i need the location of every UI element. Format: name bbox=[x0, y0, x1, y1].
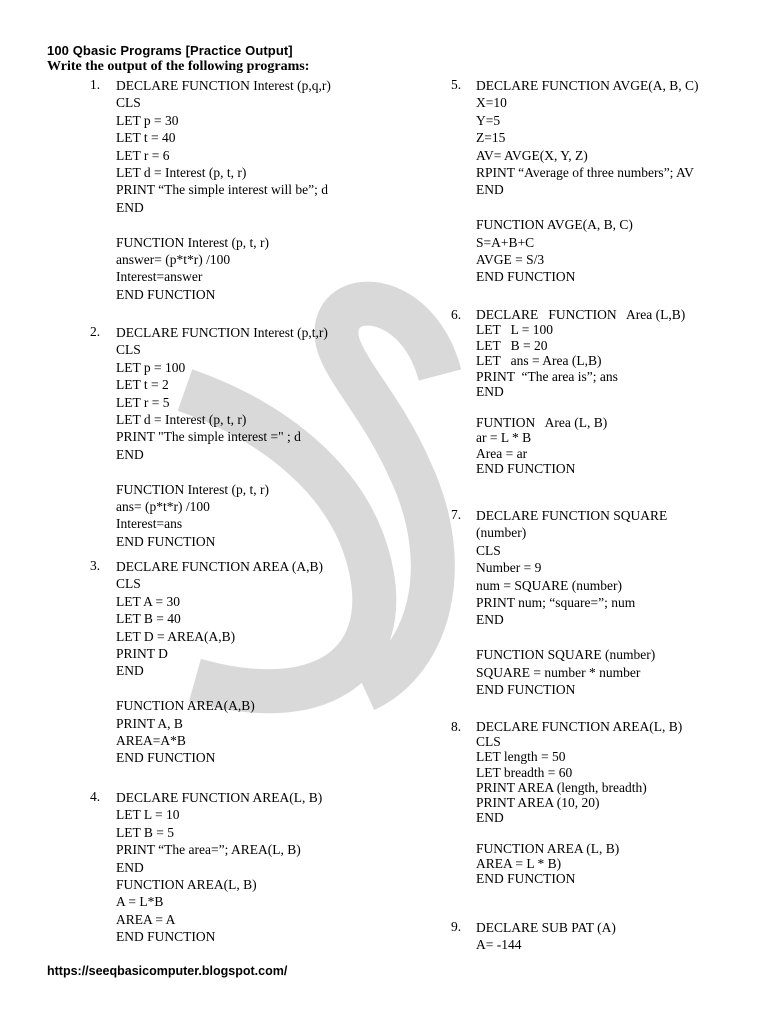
code-line: END bbox=[116, 199, 144, 215]
code-line: FUNCTION Interest (p, t, r) bbox=[116, 234, 269, 250]
code-line: LET A = 30 bbox=[116, 593, 180, 609]
code-line: END bbox=[116, 446, 144, 462]
document-title: 100 Qbasic Programs [Practice Output] bbox=[47, 43, 293, 58]
code-line: CLS bbox=[116, 95, 141, 111]
code-line: num = SQUARE (number) bbox=[476, 577, 622, 593]
code-block bbox=[116, 324, 328, 550]
code-line: LET t = 40 bbox=[116, 130, 176, 146]
code-line: LET B = 40 bbox=[116, 611, 181, 627]
program-number: 4. bbox=[90, 789, 101, 804]
code-line: DECLARE FUNCTION AREA(L, B) bbox=[116, 790, 323, 805]
footer-url: https://seeqbasicomputer.blogspot.com/ bbox=[47, 964, 288, 978]
code-line: ar = L * B bbox=[476, 430, 532, 446]
code-line: END FUNCTION bbox=[476, 460, 576, 476]
code-line: CLS bbox=[476, 542, 501, 558]
code-line: LET length = 50 bbox=[476, 749, 566, 765]
code-line: PRINT num; “square=”; num bbox=[476, 594, 636, 610]
code-line: LET D = AREA(A,B) bbox=[116, 628, 236, 644]
code-line: LET L = 10 bbox=[116, 807, 180, 823]
code-line: END FUNCTION bbox=[116, 750, 216, 766]
code-line: DECLARE FUNCTION Interest (p,q,r) bbox=[116, 78, 331, 93]
code-line: END FUNCTION bbox=[476, 870, 576, 886]
code-line: LET B = 20 bbox=[476, 337, 548, 353]
code-line: DECLARE FUNCTION AREA (A,B) bbox=[116, 559, 324, 574]
program-number: 6. bbox=[451, 307, 462, 322]
code-line: END bbox=[476, 810, 504, 826]
code-line: LET B = 5 bbox=[116, 824, 174, 840]
code-line bbox=[116, 680, 323, 697]
code-line: ans= (p*t*r) /100 bbox=[116, 498, 210, 514]
code-line: CLS bbox=[116, 342, 141, 358]
code-line: PRINT D bbox=[116, 645, 168, 661]
code-line: FUNTION Area (L, B) bbox=[476, 414, 608, 430]
code-line: A= -144 bbox=[476, 937, 522, 953]
code-line: FUNCTION AREA (L, B) bbox=[476, 840, 620, 856]
code-line: answer= (p*t*r) /100 bbox=[116, 251, 231, 267]
code-line: LET t = 2 bbox=[116, 377, 169, 393]
code-line: Area = ar bbox=[476, 445, 528, 461]
code-line: PRINT AREA (length, breadth) bbox=[476, 779, 647, 795]
code-line: AREA = L * B) bbox=[476, 855, 562, 871]
code-line: PRINT “The simple interest will be”; d bbox=[116, 182, 328, 198]
code-line: LET p = 100 bbox=[116, 359, 186, 375]
code-line: END FUNCTION bbox=[476, 681, 576, 697]
code-line: PRINT A, B bbox=[116, 715, 183, 731]
code-line: FUNCTION AREA(L, B) bbox=[116, 876, 257, 892]
code-line: LET breadth = 60 bbox=[476, 764, 573, 780]
code-line: DECLARE FUNCTION Interest (p,t,r) bbox=[116, 325, 328, 340]
program-number: 2. bbox=[90, 324, 101, 339]
code-line: END FUNCTION bbox=[116, 929, 216, 945]
code-line: LET ans = Area (L,B) bbox=[476, 353, 602, 369]
code-line: LET L = 100 bbox=[476, 322, 553, 338]
code-line bbox=[476, 199, 699, 216]
code-line: LET r = 5 bbox=[116, 394, 170, 410]
code-line: DECLARE FUNCTION SQUARE bbox=[476, 508, 668, 523]
code-line: END bbox=[116, 859, 144, 875]
code-line: LET d = Interest (p, t, r) bbox=[116, 164, 247, 180]
code-line bbox=[476, 399, 685, 414]
program-number: 5. bbox=[451, 77, 462, 92]
code-line: Z=15 bbox=[476, 130, 506, 146]
program-number: 8. bbox=[451, 719, 462, 734]
code-line: Number = 9 bbox=[476, 560, 542, 576]
code-line: Y=5 bbox=[476, 112, 501, 128]
code-line: FUNCTION AREA(A,B) bbox=[116, 698, 255, 714]
code-line: END FUNCTION bbox=[116, 286, 216, 302]
code-line: X=10 bbox=[476, 95, 507, 111]
code-block bbox=[476, 307, 685, 476]
code-block bbox=[476, 919, 616, 954]
code-line: PRINT "The simple interest =" ; d bbox=[116, 429, 301, 445]
code-line bbox=[476, 629, 667, 646]
code-block bbox=[116, 789, 322, 946]
program-number: 7. bbox=[451, 507, 462, 522]
code-block bbox=[476, 719, 682, 886]
program-number: 9. bbox=[451, 919, 462, 934]
code-line: CLS bbox=[476, 734, 501, 750]
program-number: 1. bbox=[90, 77, 101, 92]
code-line bbox=[116, 463, 328, 480]
code-line: SQUARE = number * number bbox=[476, 664, 641, 680]
code-line: DECLARE FUNCTION AVGE(A, B, C) bbox=[476, 78, 699, 93]
code-line bbox=[476, 825, 682, 840]
code-line: S=A+B+C bbox=[476, 234, 535, 250]
code-line: DECLARE FUNCTION AREA(L, B) bbox=[476, 719, 683, 734]
code-block bbox=[476, 77, 699, 286]
code-line: END bbox=[116, 663, 144, 679]
code-line: PRINT AREA (10, 20) bbox=[476, 794, 600, 810]
code-line: (number) bbox=[476, 525, 527, 541]
code-line: RPINT “Average of three numbers”; AV bbox=[476, 164, 694, 180]
code-block bbox=[116, 558, 323, 767]
code-line: END bbox=[476, 182, 504, 198]
code-line: AVGE = S/3 bbox=[476, 251, 545, 267]
code-line: CLS bbox=[116, 576, 141, 592]
code-line: END bbox=[476, 383, 504, 399]
code-line: END FUNCTION bbox=[116, 533, 216, 549]
code-line: FUNCTION Interest (p, t, r) bbox=[116, 481, 269, 497]
code-line: LET p = 30 bbox=[116, 112, 179, 128]
code-line: A = L*B bbox=[116, 894, 164, 910]
code-line: AREA = A bbox=[116, 911, 176, 927]
code-line: LET r = 6 bbox=[116, 147, 170, 163]
code-line: FUNCTION AVGE(A, B, C) bbox=[476, 217, 633, 233]
program-number: 3. bbox=[90, 558, 101, 573]
code-line: Interest=ans bbox=[116, 516, 183, 532]
code-line: FUNCTION SQUARE (number) bbox=[476, 647, 656, 663]
code-line: DECLARE FUNCTION Area (L,B) bbox=[476, 307, 686, 322]
code-line bbox=[116, 216, 331, 233]
code-line: LET d = Interest (p, t, r) bbox=[116, 411, 247, 427]
code-line: Interest=answer bbox=[116, 269, 203, 285]
code-line: AREA=A*B bbox=[116, 732, 186, 748]
code-line: PRINT “The area=”; AREA(L, B) bbox=[116, 842, 301, 858]
code-line: END FUNCTION bbox=[476, 269, 576, 285]
watermark-letter-s bbox=[336, 304, 440, 690]
code-line: DECLARE SUB PAT (A) bbox=[476, 920, 616, 935]
code-line: PRINT “The area is”; ans bbox=[476, 368, 618, 384]
code-line: END bbox=[476, 612, 504, 628]
document-instruction: Write the output of the following programs: bbox=[47, 59, 310, 74]
code-block bbox=[476, 507, 667, 698]
code-line: AV= AVGE(X, Y, Z) bbox=[476, 147, 588, 163]
code-block bbox=[116, 77, 331, 303]
